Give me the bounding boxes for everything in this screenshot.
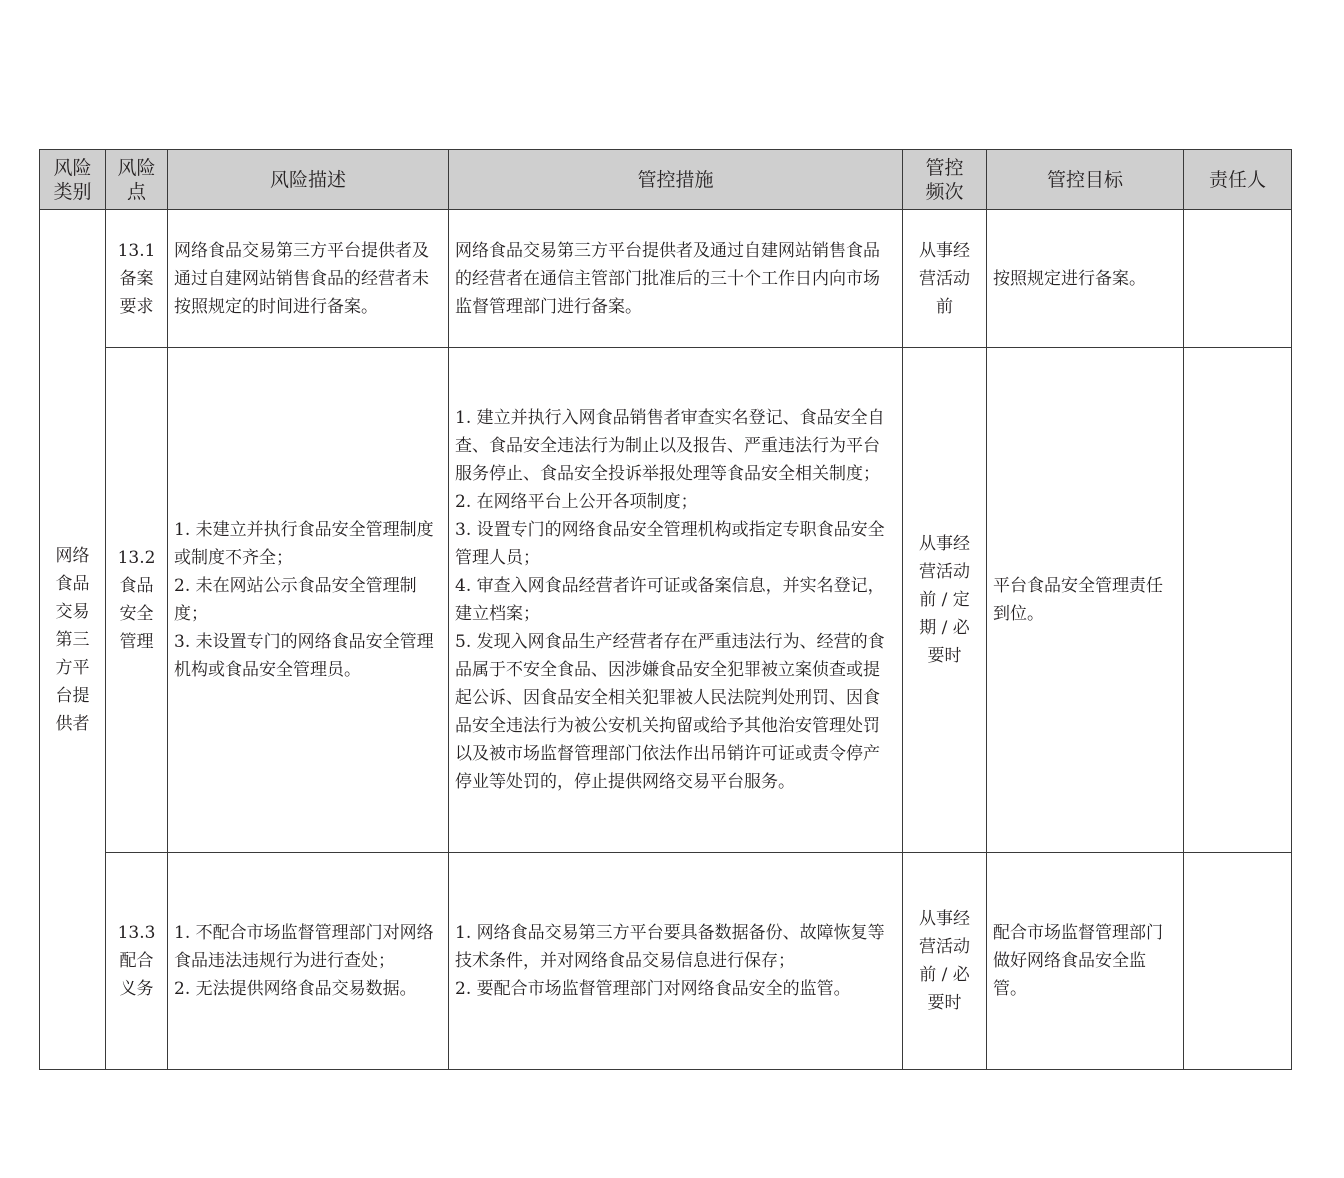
header-risk-category: 风险 类别 <box>40 150 106 210</box>
table-row <box>40 210 1292 348</box>
header-row <box>40 150 1292 210</box>
table-row <box>40 348 1292 853</box>
header-control-measures: 管控措施 <box>449 150 903 210</box>
table-row <box>40 853 1292 1070</box>
risk-category-cell: 网络 食品 交易 第三 方平 台提 供者 <box>40 210 106 1070</box>
header-responsible-person: 责任人 <box>1184 150 1292 210</box>
control-measures-cell: 1. 建立并执行入网食品销售者审查实名登记、食品安全自查、食品安全违法行为制止以及报告、严重违法行为平台服务停止、食品安全投诉举报处理等食品安全相关制度； 2. 在网络平台上公开各项制度； 3. 设置专门的网络食品安全管理机构或指定专职食品安全管理人员； 4. 审查入网食品经营者许可证或备案信息，并实名登记，建立档案； 5. 发现入网食品生产经营者存在严重违法行为、经营的食品属于不安全食品、因涉嫌食品安全犯罪被立案侦查或提起公诉、因食品安全相关犯罪被人民法院判处刑罚、因食品安全违法行为被公安机关拘留或给予其他治安管理处罚以及被市场监督管理部门依法作出吊销许可证或责令停产停业等处罚的，停止提供网络交易平台服务。 <box>449 348 903 853</box>
header-control-frequency: 管控 频次 <box>903 150 987 210</box>
risk-point-cell: 13.3 配合 义务 <box>106 853 168 1070</box>
control-goal-cell: 平台食品安全管理责任到位。 <box>987 348 1184 853</box>
control-frequency-cell: 从事经 营活动 前 / 必 要时 <box>903 853 987 1070</box>
control-frequency-cell: 从事经 营活动 前 <box>903 210 987 348</box>
responsible-person-cell <box>1184 853 1292 1070</box>
header-risk-description: 风险描述 <box>168 150 449 210</box>
control-measures-cell: 网络食品交易第三方平台提供者及通过自建网站销售食品的经营者在通信主管部门批准后的三十个工作日内向市场监督管理部门进行备案。 <box>449 210 903 348</box>
responsible-person-cell <box>1184 348 1292 853</box>
control-goal-cell: 配合市场监督管理部门做好网络食品安全监管。 <box>987 853 1184 1070</box>
control-frequency-cell: 从事经 营活动 前 / 定 期 / 必 要时 <box>903 348 987 853</box>
control-goal-cell: 按照规定进行备案。 <box>987 210 1184 348</box>
risk-point-cell: 13.2 食品 安全 管理 <box>106 348 168 853</box>
control-measures-cell: 1. 网络食品交易第三方平台要具备数据备份、故障恢复等技术条件，并对网络食品交易信息进行保存； 2. 要配合市场监督管理部门对网络食品安全的监管。 <box>449 853 903 1070</box>
risk-description-cell: 网络食品交易第三方平台提供者及通过自建网站销售食品的经营者未按照规定的时间进行备案。 <box>168 210 449 348</box>
header-risk-point: 风险 点 <box>106 150 168 210</box>
risk-control-table <box>39 149 1292 1070</box>
responsible-person-cell <box>1184 210 1292 348</box>
header-control-goal: 管控目标 <box>987 150 1184 210</box>
risk-description-cell: 1. 未建立并执行食品安全管理制度或制度不齐全； 2. 未在网站公示食品安全管理制度； 3. 未设置专门的网络食品安全管理机构或食品安全管理员。 <box>168 348 449 853</box>
risk-description-cell: 1. 不配合市场监督管理部门对网络食品违法违规行为进行查处； 2. 无法提供网络食品交易数据。 <box>168 853 449 1070</box>
risk-point-cell: 13.1 备案 要求 <box>106 210 168 348</box>
